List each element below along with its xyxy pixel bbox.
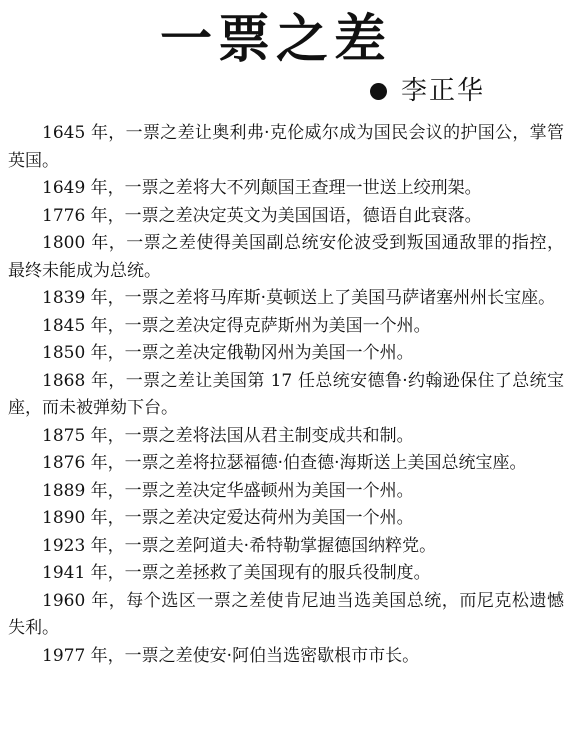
article-title: 一票之差 (160, 9, 393, 70)
entry-1876: 1876 年，一票之差将拉瑟福德·伯查德·海斯送上美国总统宝座。 (42, 453, 527, 473)
entry-1960: 1960 年，每个选区一票之差使肯尼迪当选美国总统，而尼克松遗憾失利。 (8, 590, 564, 638)
entry-1889: 1889 年，一票之差决定华盛顿州为美国一个州。 (42, 480, 414, 501)
bullet-dot-icon (370, 83, 387, 100)
byline (370, 74, 485, 108)
entry-1645: 1645 年，一票之差让奥利弗·克伦威尔成为国民会议的护国公，掌管英国。 (8, 123, 564, 171)
author-name: 李正华 (401, 76, 486, 106)
entry-1649: 1649 年，一票之差将大不列颠国王查理一世送上绞刑架。 (42, 178, 482, 198)
entry-1850: 1850 年，一票之差决定俄勒冈州为美国一个州。 (42, 343, 414, 363)
entry-1845: 1845 年，一票之差决定得克萨斯州为美国一个州。 (42, 315, 431, 336)
entry-list (8, 120, 564, 670)
entry-1923: 1923 年，一票之差阿道夫·希特勒掌握德国纳粹党。 (42, 535, 437, 556)
entry-1800: 1800 年，一票之差使得美国副总统安伦波受到叛国通敌罪的指控，最终未能成为总统。 (8, 233, 564, 281)
entry-1890: 1890 年，一票之差决定爱达荷州为美国一个州。 (42, 508, 414, 528)
entry-1977: 1977 年，一票之差使安·阿伯当选密歇根市市长。 (42, 645, 420, 666)
entry-1776: 1776 年，一票之差决定英文为美国国语，德语自此衰落。 (42, 205, 482, 226)
entry-1868: 1868 年，一票之差让美国第 17 任总统安德鲁·约翰逊保住了总统宝座，而未被弹劾下台。 (8, 370, 564, 418)
entry-1839: 1839 年，一票之差将马库斯·莫顿送上了美国马萨诸塞州州长宝座。 (42, 288, 556, 308)
entry-1875: 1875 年，一票之差将法国从君主制变成共和制。 (42, 425, 414, 446)
entry-1941: 1941 年，一票之差拯救了美国现有的服兵役制度。 (42, 563, 431, 583)
